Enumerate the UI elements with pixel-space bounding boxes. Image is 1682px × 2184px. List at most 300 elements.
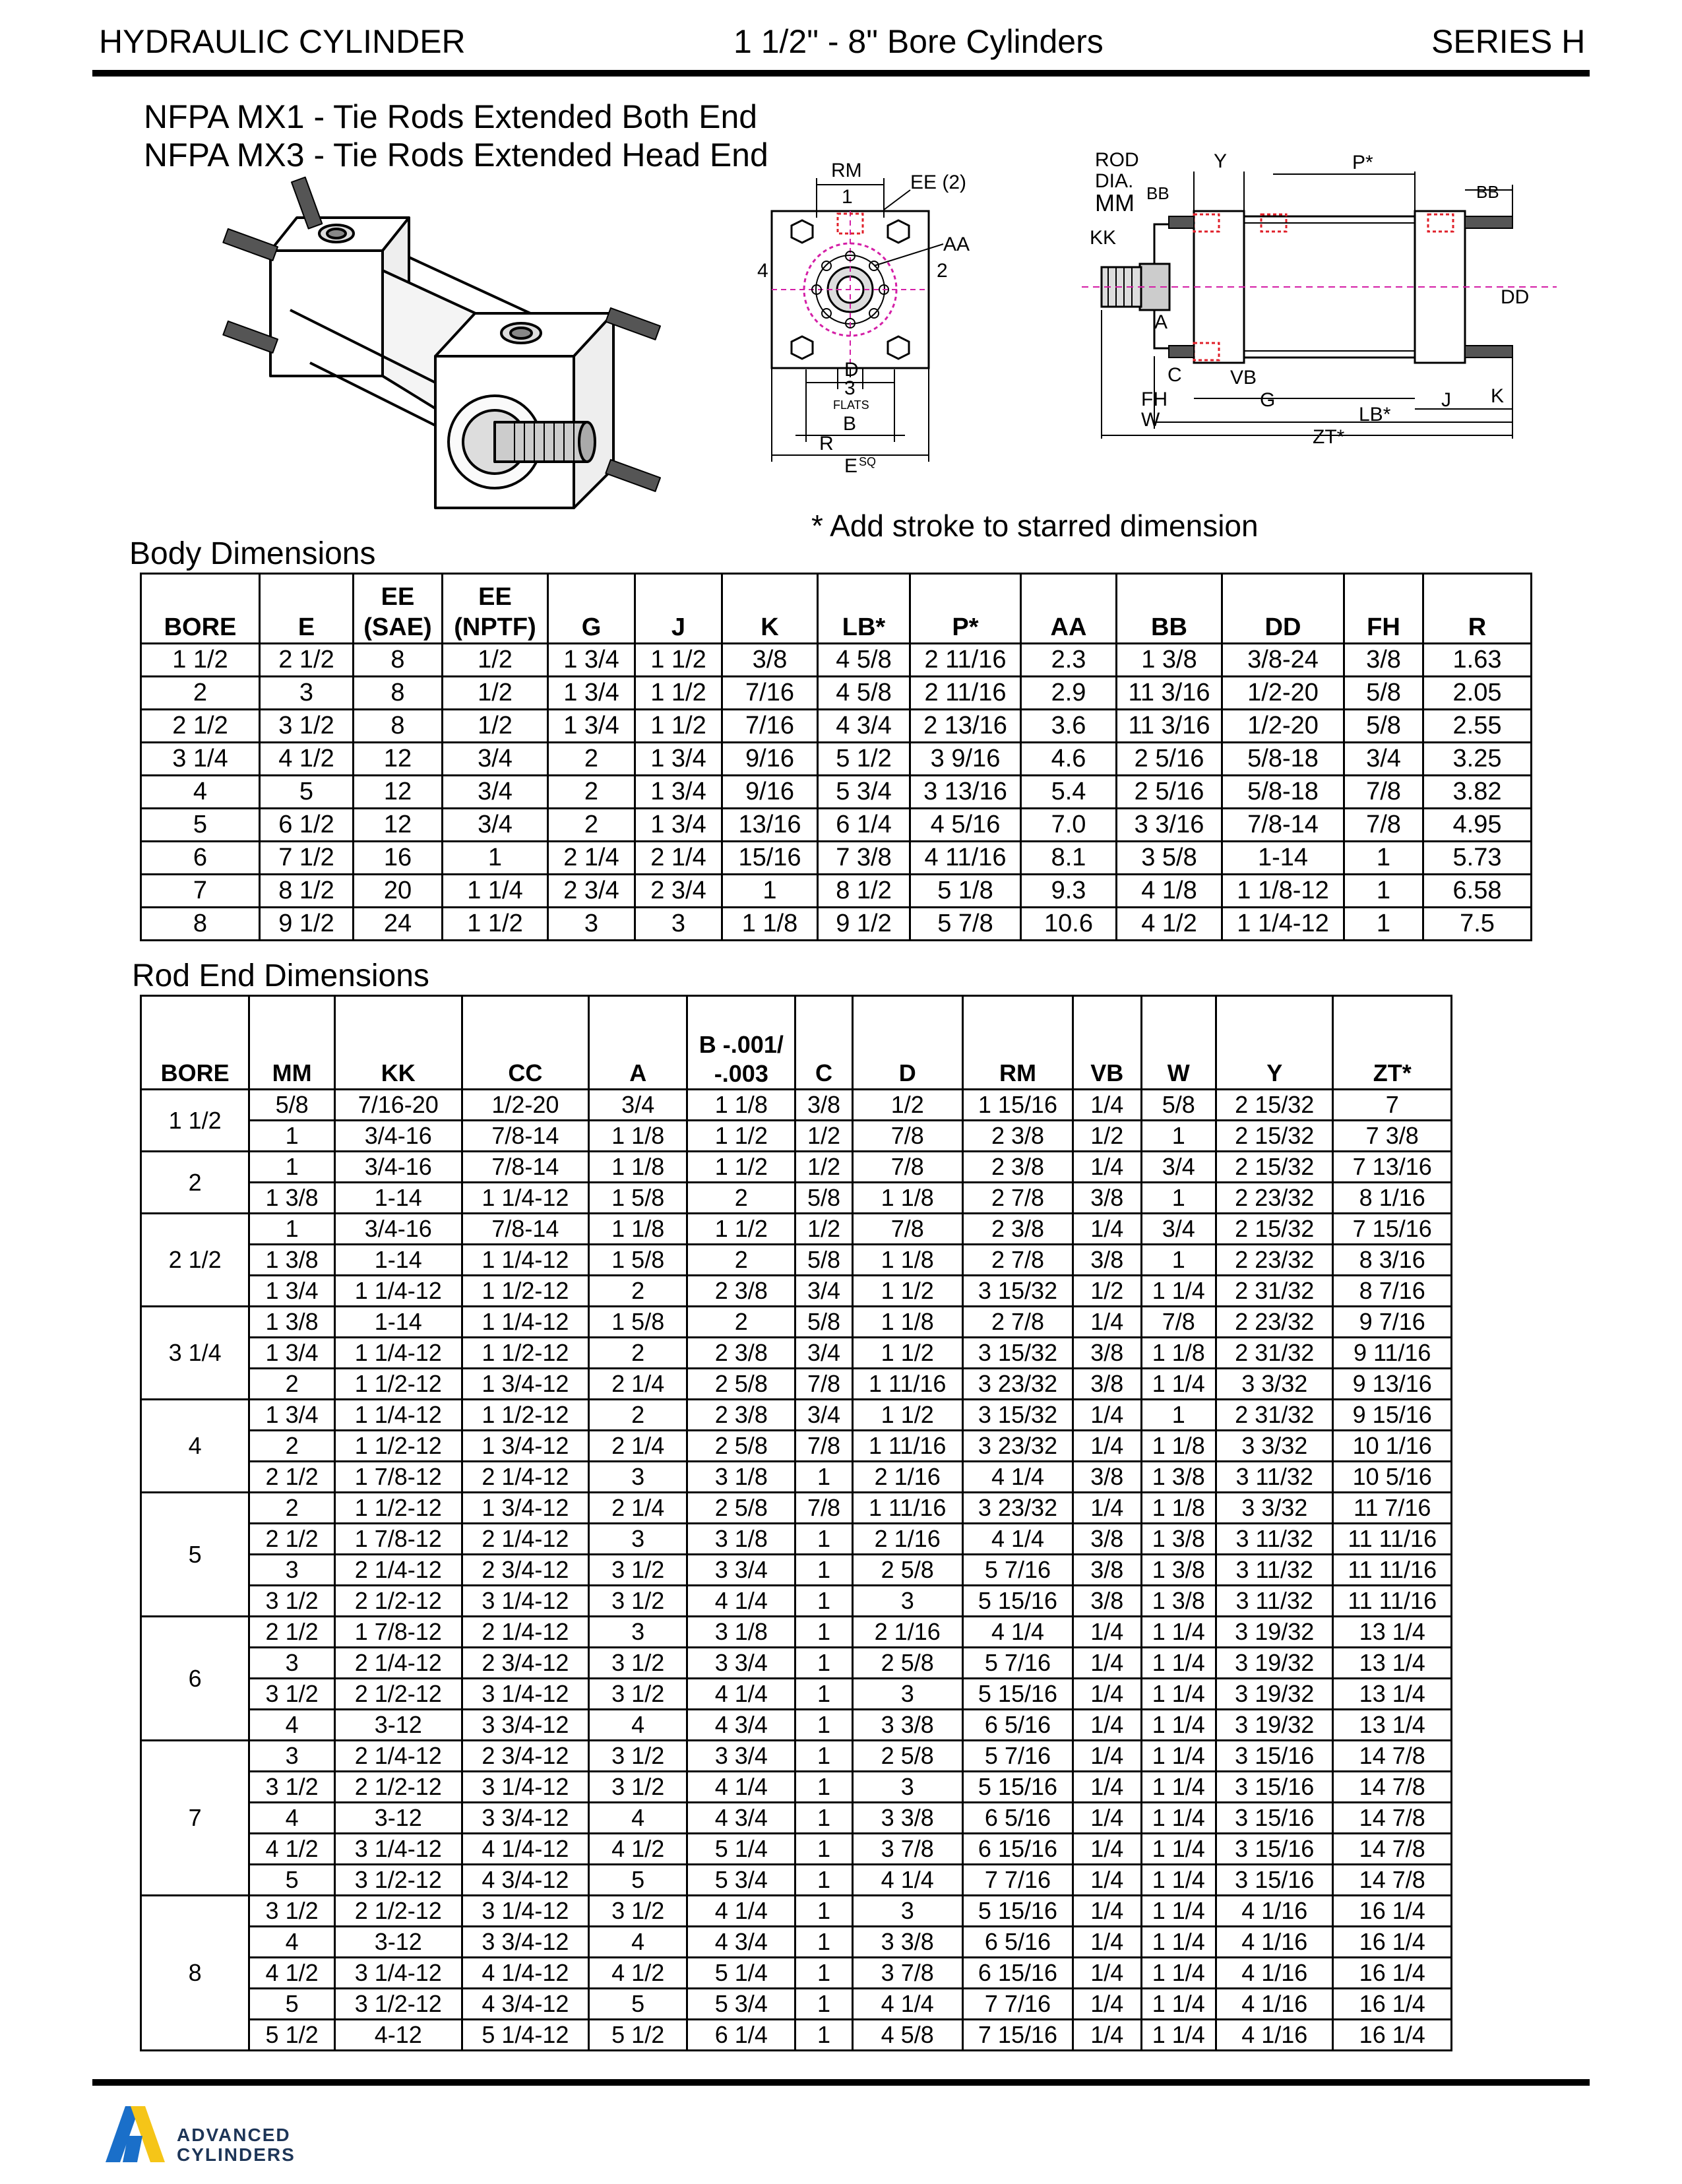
- table-cell: 9 1/2: [260, 908, 354, 941]
- table-cell: 5 15/16: [962, 1772, 1073, 1803]
- label-lb: LB*: [1359, 404, 1391, 425]
- table-row: [141, 1307, 1452, 1338]
- table-cell: 14 7/8: [1333, 1741, 1452, 1772]
- table-cell: 1 1/4: [1141, 1927, 1216, 1958]
- table-cell: 5 1/2: [589, 2020, 687, 2051]
- table-row: [141, 1276, 1452, 1307]
- table-cell: 3 1/2: [249, 1679, 335, 1710]
- table-cell: 3 3/8: [852, 1710, 962, 1741]
- table-cell: 2.55: [1423, 710, 1532, 743]
- table-cell: 1: [1344, 875, 1423, 908]
- table-cell: 1 1/4-12: [334, 1338, 462, 1369]
- bore-range-title: 1 1/2" - 8" Bore Cylinders: [733, 23, 1104, 60]
- table-cell: 5: [249, 1865, 335, 1896]
- table-row: [141, 1431, 1452, 1462]
- table-cell: 2: [249, 1431, 335, 1462]
- table-cell: 1 1/8: [1141, 1338, 1216, 1369]
- table-cell: 5/8: [795, 1245, 852, 1276]
- label-pos-4: 4: [757, 260, 768, 282]
- table-cell: 2 3/4-12: [462, 1741, 589, 1772]
- body-dimensions-title: Body Dimensions: [129, 536, 376, 571]
- table-cell: 5: [260, 776, 354, 809]
- table-cell: 2 5/8: [852, 1741, 962, 1772]
- table-cell: 2 3/8: [687, 1400, 795, 1431]
- bore-group-cell: 6: [141, 1617, 249, 1741]
- label-d: D: [844, 359, 859, 381]
- table-cell: 1 1/8: [852, 1245, 962, 1276]
- table-cell: 8: [354, 677, 443, 710]
- table-cell: 1: [249, 1121, 335, 1152]
- table-cell: 1 1/4: [1141, 1958, 1216, 1989]
- table-cell: 1 1/2-12: [334, 1431, 462, 1462]
- table-cell: 3 11/32: [1216, 1555, 1333, 1586]
- table-cell: 1: [249, 1214, 335, 1245]
- table-cell: 1 5/8: [589, 1183, 687, 1214]
- table-cell: 3 3/32: [1216, 1369, 1333, 1400]
- table-cell: 7/16: [722, 710, 818, 743]
- table-cell: 3 1/2: [589, 1586, 687, 1617]
- table-cell: 1: [795, 1648, 852, 1679]
- table-row: [141, 1927, 1452, 1958]
- table-cell: 3 3/4: [687, 1648, 795, 1679]
- table-cell: 3.82: [1423, 776, 1532, 809]
- table-cell: 7/8: [852, 1152, 962, 1183]
- table-cell: 16 1/4: [1333, 2020, 1452, 2051]
- table-cell: 5/8: [249, 1090, 335, 1121]
- table-cell: 3 11/32: [1216, 1462, 1333, 1493]
- table-cell: 5 15/16: [962, 1896, 1073, 1927]
- table-cell: 8 7/16: [1333, 1276, 1452, 1307]
- logo-line-cylinders: CYLINDERS: [177, 2144, 296, 2165]
- label-pos-2: 2: [937, 260, 948, 282]
- table-cell: 13 1/4: [1333, 1617, 1452, 1648]
- table-cell: 1 1/4: [1141, 1772, 1216, 1803]
- table-cell: 2 5/8: [687, 1493, 795, 1524]
- table-cell: 2 1/4: [589, 1369, 687, 1400]
- table-cell: 1/2: [443, 677, 548, 710]
- table-cell: 9.3: [1021, 875, 1117, 908]
- rod-end-dimensions-table: [140, 995, 1452, 2051]
- body-col-header: BB: [1117, 574, 1222, 644]
- table-cell: 1: [249, 1152, 335, 1183]
- table-cell: 4.95: [1423, 809, 1532, 842]
- table-cell: 1/2: [795, 1214, 852, 1245]
- table-cell: 1 3/4-12: [462, 1369, 589, 1400]
- label-mm: MM: [1095, 189, 1135, 216]
- table-cell: 5 7/16: [962, 1648, 1073, 1679]
- table-cell: 14 7/8: [1333, 1865, 1452, 1896]
- table-cell: 3 3/4-12: [462, 1803, 589, 1834]
- table-cell: 1/4: [1073, 2020, 1141, 2051]
- table-cell: 2.9: [1021, 677, 1117, 710]
- label-r: R: [819, 433, 834, 454]
- table-cell: 1 1/2-12: [462, 1276, 589, 1307]
- table-cell: 13/16: [722, 809, 818, 842]
- bore-group-cell: 3 1/4: [141, 1307, 249, 1400]
- table-cell: 1: [795, 1586, 852, 1617]
- table-cell: 2 1/2: [249, 1462, 335, 1493]
- table-row: [141, 1338, 1452, 1369]
- subtitle-mx3: NFPA MX3 - Tie Rods Extended Head End: [144, 137, 768, 173]
- table-cell: 5/8: [795, 1307, 852, 1338]
- table-cell: 6 5/16: [962, 1927, 1073, 1958]
- table-cell: 2: [249, 1493, 335, 1524]
- label-kk: KK: [1090, 227, 1117, 249]
- table-row: [141, 1493, 1452, 1524]
- table-cell: 1 3/4: [548, 644, 635, 677]
- table-cell: 3/4-16: [334, 1121, 462, 1152]
- table-cell: 20: [354, 875, 443, 908]
- table-cell: 3/4: [443, 776, 548, 809]
- table-cell: 1 1/4-12: [462, 1245, 589, 1276]
- table-cell: 3 3/8: [852, 1803, 962, 1834]
- label-p: P*: [1352, 152, 1373, 173]
- table-cell: 1 3/8: [1141, 1555, 1216, 1586]
- rod-col-header: KK: [334, 996, 462, 1090]
- table-row: [141, 710, 1532, 743]
- table-cell: 5 15/16: [962, 1679, 1073, 1710]
- table-cell: 2 23/32: [1216, 1183, 1333, 1214]
- table-cell: 7/8-14: [1222, 809, 1344, 842]
- rod-col-header: VB: [1073, 996, 1141, 1090]
- table-cell: 7/8-14: [462, 1121, 589, 1152]
- rod-col-header: A: [589, 996, 687, 1090]
- table-cell: 13 1/4: [1333, 1648, 1452, 1679]
- table-cell: 2 5/8: [852, 1555, 962, 1586]
- table-row: [141, 1710, 1452, 1741]
- table-cell: 1 1/4: [1141, 1803, 1216, 1834]
- table-cell: 4 11/16: [910, 842, 1021, 875]
- label-pos-3: 3: [844, 377, 856, 399]
- table-cell: 3 19/32: [1216, 1679, 1333, 1710]
- table-cell: 4 3/4: [687, 1927, 795, 1958]
- label-w: W: [1141, 409, 1160, 431]
- table-cell: 3 1/2-12: [334, 1865, 462, 1896]
- table-cell: 1 1/4: [1141, 1741, 1216, 1772]
- table-cell: 4 1/4: [687, 1586, 795, 1617]
- table-cell: 10 5/16: [1333, 1462, 1452, 1493]
- table-cell: 9/16: [722, 743, 818, 776]
- table-cell: 24: [354, 908, 443, 941]
- table-cell: 5/8: [1344, 677, 1423, 710]
- table-cell: 3 1/2: [589, 1679, 687, 1710]
- table-cell: 5: [249, 1989, 335, 2020]
- label-j: J: [1441, 389, 1451, 411]
- table-cell: 5 1/2: [249, 2020, 335, 2051]
- table-cell: 1/4: [1073, 1400, 1141, 1431]
- table-cell: 1 1/2: [687, 1121, 795, 1152]
- table-cell: 4: [249, 1927, 335, 1958]
- table-cell: 3: [852, 1772, 962, 1803]
- table-cell: 1 3/8: [249, 1307, 335, 1338]
- table-cell: 1/4: [1073, 1927, 1141, 1958]
- table-cell: 2 1/2: [249, 1524, 335, 1555]
- table-cell: 1: [795, 1958, 852, 1989]
- bore-group-cell: 8: [141, 1896, 249, 2051]
- table-cell: 3 15/16: [1216, 1865, 1333, 1896]
- table-cell: 2 1/4-12: [334, 1555, 462, 1586]
- table-cell: 3/4: [795, 1400, 852, 1431]
- table-cell: 4 1/4: [687, 1772, 795, 1803]
- table-cell: 12: [354, 809, 443, 842]
- table-cell: 1 11/16: [852, 1369, 962, 1400]
- table-cell: 4 3/4: [687, 1803, 795, 1834]
- table-cell: 3 1/8: [687, 1462, 795, 1493]
- table-cell: 1 3/4: [635, 809, 722, 842]
- label-sq: SQ: [859, 455, 877, 468]
- table-cell: 5 7/16: [962, 1741, 1073, 1772]
- table-cell: 3/8: [1073, 1338, 1141, 1369]
- table-cell: 3/8: [722, 644, 818, 677]
- table-cell: 6 15/16: [962, 1958, 1073, 1989]
- table-cell: 2 1/4-12: [462, 1524, 589, 1555]
- table-cell: 4 1/16: [1216, 1958, 1333, 1989]
- table-cell: 1 3/4: [249, 1400, 335, 1431]
- table-cell: 4 1/4-12: [462, 1958, 589, 1989]
- table-cell: 1 3/8: [1141, 1462, 1216, 1493]
- table-cell: 3/4: [1141, 1214, 1216, 1245]
- table-cell: 4 1/2: [1117, 908, 1222, 941]
- table-cell: 8: [354, 710, 443, 743]
- table-cell: 4 1/16: [1216, 1896, 1333, 1927]
- table-cell: 3 1/8: [687, 1524, 795, 1555]
- table-cell: 3/8: [1344, 644, 1423, 677]
- table-cell: 1/2: [795, 1121, 852, 1152]
- table-cell: 8 3/16: [1333, 1245, 1452, 1276]
- table-cell: 2 13/16: [910, 710, 1021, 743]
- table-cell: 3 3/32: [1216, 1493, 1333, 1524]
- table-cell: 3 19/32: [1216, 1617, 1333, 1648]
- table-cell: 3/4: [589, 1090, 687, 1121]
- table-cell: 9 15/16: [1333, 1400, 1452, 1431]
- table-cell: 2 31/32: [1216, 1338, 1333, 1369]
- table-cell: 5 1/8: [910, 875, 1021, 908]
- table-cell: 1/4: [1073, 1152, 1141, 1183]
- table-cell: 2 23/32: [1216, 1245, 1333, 1276]
- table-cell: 2 1/4-12: [334, 1741, 462, 1772]
- table-row: [141, 1679, 1452, 1710]
- table-row: [141, 1989, 1452, 2020]
- rod-col-header: BORE: [141, 996, 249, 1090]
- table-cell: 1: [1141, 1400, 1216, 1431]
- table-row: [141, 743, 1532, 776]
- table-cell: 1: [795, 1524, 852, 1555]
- table-cell: 1 1/4-12: [462, 1307, 589, 1338]
- table-cell: 7: [1333, 1090, 1452, 1121]
- table-cell: 1/4: [1073, 1679, 1141, 1710]
- table-cell: 4 3/4: [818, 710, 910, 743]
- table-cell: 8: [141, 908, 260, 941]
- table-row: [141, 809, 1532, 842]
- table-cell: 1: [1141, 1121, 1216, 1152]
- table-cell: 2 3/8: [962, 1152, 1073, 1183]
- table-cell: 2 1/16: [852, 1462, 962, 1493]
- table-cell: 3 11/32: [1216, 1524, 1333, 1555]
- table-cell: 1/4: [1073, 1896, 1141, 1927]
- table-cell: 8 1/16: [1333, 1183, 1452, 1214]
- table-cell: 10.6: [1021, 908, 1117, 941]
- table-cell: 1: [795, 1896, 852, 1927]
- table-cell: 4-12: [334, 2020, 462, 2051]
- table-cell: 4 1/4: [962, 1617, 1073, 1648]
- table-cell: 3-12: [334, 1803, 462, 1834]
- table-cell: 2 1/16: [852, 1617, 962, 1648]
- table-cell: 1/4: [1073, 1865, 1141, 1896]
- table-cell: 3 7/8: [852, 1834, 962, 1865]
- table-cell: 16 1/4: [1333, 1989, 1452, 2020]
- table-row: [141, 644, 1532, 677]
- body-dimensions-table: [140, 573, 1532, 941]
- table-cell: 3: [589, 1617, 687, 1648]
- table-cell: 4 5/8: [818, 644, 910, 677]
- table-cell: 1-14: [334, 1183, 462, 1214]
- table-row: [141, 677, 1532, 710]
- table-cell: 7/8: [1344, 809, 1423, 842]
- table-cell: 7 3/8: [1333, 1121, 1452, 1152]
- table-row: [141, 1803, 1452, 1834]
- table-row: [141, 1369, 1452, 1400]
- table-cell: 1: [795, 1834, 852, 1865]
- table-cell: 1 1/8: [852, 1307, 962, 1338]
- table-cell: 1/4: [1073, 1214, 1141, 1245]
- table-cell: 2.05: [1423, 677, 1532, 710]
- table-row: [141, 1400, 1452, 1431]
- table-cell: 2 1/4-12: [462, 1462, 589, 1493]
- table-cell: 5/8: [1141, 1090, 1216, 1121]
- table-cell: 3 1/4-12: [462, 1586, 589, 1617]
- table-cell: 1/2: [852, 1090, 962, 1121]
- table-cell: 7/8: [852, 1121, 962, 1152]
- table-cell: 1 1/2: [687, 1214, 795, 1245]
- table-cell: 3 7/8: [852, 1958, 962, 1989]
- table-cell: 1/4: [1073, 1617, 1141, 1648]
- table-cell: 3 1/2: [249, 1586, 335, 1617]
- table-cell: 4 1/2: [249, 1958, 335, 1989]
- table-cell: 3/8: [1073, 1586, 1141, 1617]
- table-cell: 5 3/4: [687, 1865, 795, 1896]
- table-cell: 2.3: [1021, 644, 1117, 677]
- label-fh: FH: [1141, 389, 1168, 410]
- table-cell: 1 1/8: [1141, 1493, 1216, 1524]
- table-cell: 4 1/4: [962, 1524, 1073, 1555]
- table-cell: 1.63: [1423, 644, 1532, 677]
- cylinder-isometric-illustration: [211, 178, 673, 547]
- table-cell: 3: [852, 1679, 962, 1710]
- table-cell: 2 1/16: [852, 1524, 962, 1555]
- table-row: [141, 875, 1532, 908]
- table-cell: 2 15/32: [1216, 1152, 1333, 1183]
- subtitle-mx1: NFPA MX1 - Tie Rods Extended Both End: [144, 98, 758, 135]
- table-cell: 3 23/32: [962, 1493, 1073, 1524]
- table-cell: 7/8-14: [462, 1152, 589, 1183]
- table-cell: 1-14: [334, 1245, 462, 1276]
- table-cell: 1: [795, 1462, 852, 1493]
- table-cell: 7/8: [795, 1369, 852, 1400]
- bore-group-cell: 4: [141, 1400, 249, 1493]
- table-cell: 5 1/2: [818, 743, 910, 776]
- table-cell: 15/16: [722, 842, 818, 875]
- table-cell: 2 15/32: [1216, 1121, 1333, 1152]
- table-cell: 13 1/4: [1333, 1679, 1452, 1710]
- table-row: [141, 1865, 1452, 1896]
- table-row: [141, 1896, 1452, 1927]
- table-cell: 2: [687, 1183, 795, 1214]
- table-cell: 11 3/16: [1117, 710, 1222, 743]
- table-cell: 6 15/16: [962, 1834, 1073, 1865]
- table-row: [141, 1214, 1452, 1245]
- table-cell: 3 1/4: [141, 743, 260, 776]
- label-bb-right: BB: [1476, 182, 1499, 202]
- table-cell: 2: [589, 1400, 687, 1431]
- table-cell: 16 1/4: [1333, 1927, 1452, 1958]
- table-cell: 3 15/16: [1216, 1772, 1333, 1803]
- table-cell: 3/4-16: [334, 1214, 462, 1245]
- bore-group-cell: 1 1/2: [141, 1090, 249, 1152]
- table-cell: 2: [548, 776, 635, 809]
- table-cell: 14 7/8: [1333, 1803, 1452, 1834]
- table-cell: 3/4: [1141, 1152, 1216, 1183]
- table-cell: 4 1/2: [589, 1834, 687, 1865]
- table-cell: 1: [795, 1741, 852, 1772]
- table-cell: 5/8: [795, 1183, 852, 1214]
- table-cell: 2 5/8: [687, 1369, 795, 1400]
- table-cell: 4 1/4: [687, 1896, 795, 1927]
- label-g: G: [1260, 389, 1276, 411]
- label-dia: DIA.: [1095, 170, 1134, 192]
- rod-table-header-row: [141, 996, 1452, 1090]
- table-cell: 3/8: [1073, 1245, 1141, 1276]
- table-cell: 3.25: [1423, 743, 1532, 776]
- table-cell: 1 3/8: [1141, 1586, 1216, 1617]
- table-cell: 5.73: [1423, 842, 1532, 875]
- table-cell: 11 11/16: [1333, 1586, 1452, 1617]
- table-cell: 2 3/4: [635, 875, 722, 908]
- table-row: [141, 1121, 1452, 1152]
- rod-col-header: Y: [1216, 996, 1333, 1090]
- table-cell: 5.4: [1021, 776, 1117, 809]
- table-cell: 3/8: [1073, 1524, 1141, 1555]
- table-cell: 1/4: [1073, 1741, 1141, 1772]
- table-cell: 8 1/2: [818, 875, 910, 908]
- table-cell: 4 1/2: [589, 1958, 687, 1989]
- table-cell: 3.6: [1021, 710, 1117, 743]
- table-cell: 2 1/2-12: [334, 1679, 462, 1710]
- body-col-header: P*: [910, 574, 1021, 644]
- table-cell: 3 3/4-12: [462, 1710, 589, 1741]
- table-cell: 7 7/16: [962, 1989, 1073, 2020]
- rod-col-header: W: [1141, 996, 1216, 1090]
- table-cell: 7/8: [795, 1493, 852, 1524]
- table-cell: 1: [795, 1679, 852, 1710]
- table-cell: 7/16: [722, 677, 818, 710]
- table-cell: 3/8: [795, 1090, 852, 1121]
- table-cell: 3 15/32: [962, 1400, 1073, 1431]
- table-cell: 1 1/8: [589, 1152, 687, 1183]
- table-cell: 1 3/8: [249, 1245, 335, 1276]
- table-row: [141, 1834, 1452, 1865]
- table-cell: 3: [548, 908, 635, 941]
- table-cell: 3/8: [1073, 1555, 1141, 1586]
- table-cell: 2: [548, 743, 635, 776]
- table-cell: 4 1/4: [687, 1679, 795, 1710]
- table-cell: 1/2-20: [1222, 710, 1344, 743]
- table-cell: 13 1/4: [1333, 1710, 1452, 1741]
- body-table-header-row: [141, 574, 1532, 644]
- table-cell: 3 1/2: [589, 1648, 687, 1679]
- table-cell: 1: [795, 1555, 852, 1586]
- table-cell: 5/8-18: [1222, 776, 1344, 809]
- table-cell: 1 1/4: [1141, 1865, 1216, 1896]
